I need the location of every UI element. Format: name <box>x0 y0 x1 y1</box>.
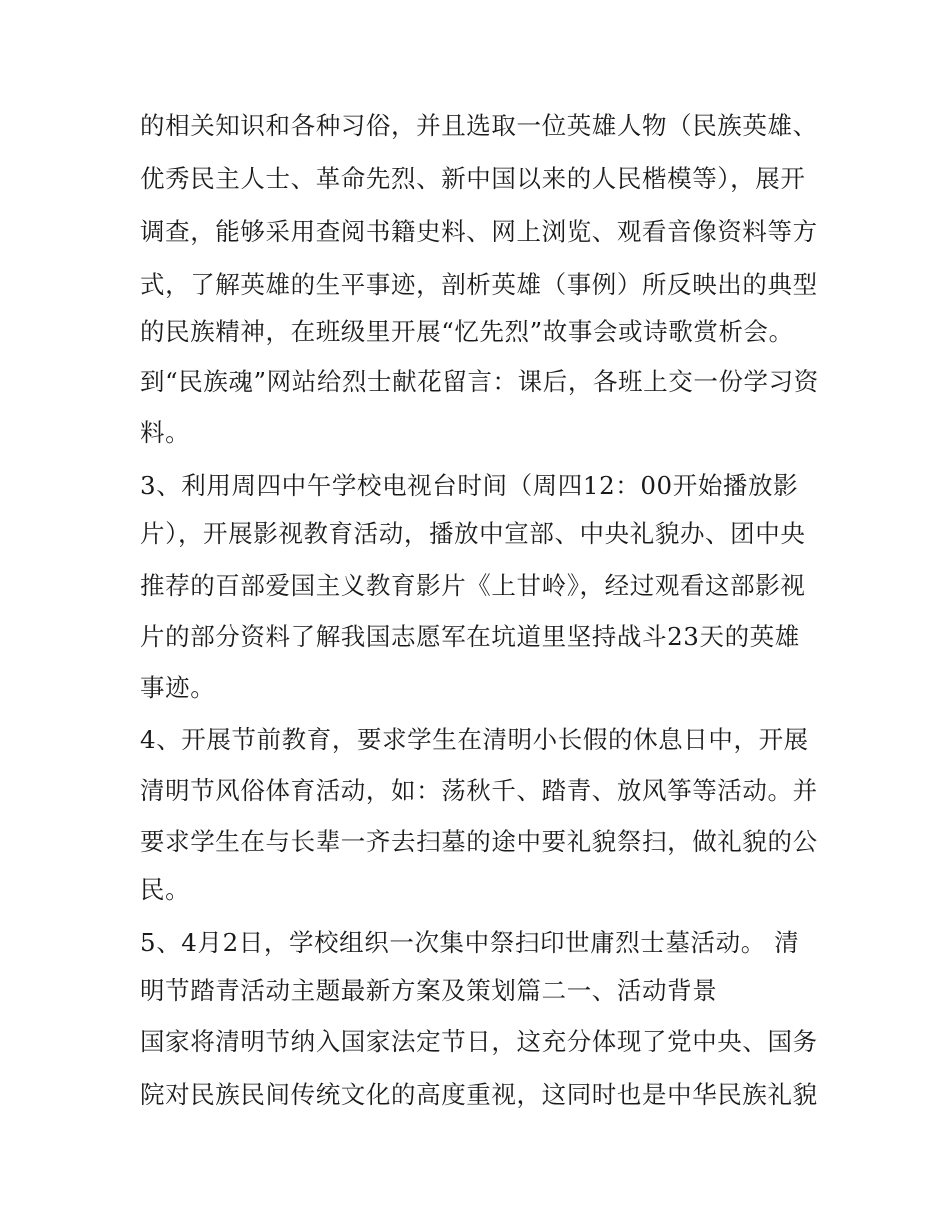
text-line: 院对民族民间传统文化的高度重视，这同时也是中华民族礼貌 <box>140 1080 818 1109</box>
text-line: 推荐的百部爱国主义教育影片《上甘岭》，经过观看这部影视 <box>140 571 806 600</box>
text-line: 的相关知识和各种习俗，并且选取一位英雄人物（民族英雄、 <box>140 111 818 140</box>
text-line: 4、开展节前教育，要求学生在清明小长假的休息日中，开展 <box>140 725 809 754</box>
text-line: 片），开展影视教育活动，播放中宣部、中央礼貌办、团中央 <box>140 519 806 548</box>
text-line: 的民族精神，在班级里开展“忆先烈”故事会或诗歌赏析会。 <box>140 317 794 346</box>
text-line: 事迹。 <box>140 673 216 702</box>
text-line: 国家将清明节纳入国家法定节日，这充分体现了党中央、国务 <box>140 1027 818 1056</box>
text-line: 优秀民主人士、革命先烈、新中国以来的人民楷模等），展开 <box>140 164 806 193</box>
text-line: 要求学生在与长辈一齐去扫墓的途中要礼貌祭扫，做礼貌的公 <box>140 827 818 856</box>
text-line: 到“民族魂”网站给烈士献花留言：课后，各班上交一份学习资 <box>140 367 819 396</box>
text-line: 片的部分资料了解我国志愿军在坑道里坚持战斗23天的英雄 <box>140 622 800 651</box>
text-line: 民。 <box>140 875 191 904</box>
text-line: 明节踏青活动主题最新方案及策划篇二一、活动背景 <box>140 976 718 1005</box>
text-line: 料。 <box>140 418 191 447</box>
text-line: 调查，能够采用查阅书籍史料、网上浏览、观看音像资料等方 <box>140 217 818 246</box>
text-line: 3、利用周四中午学校电视台时间（周四12：00开始播放影 <box>140 471 799 500</box>
text-line: 清明节风俗体育活动，如：荡秋千、踏青、放风筝等活动。并 <box>140 776 818 805</box>
text-line: 5、4月2日，学校组织一次集中祭扫印世庸烈士墓活动。 清 <box>140 928 800 957</box>
text-line: 式，了解英雄的生平事迹，剖析英雄（事例）所反映出的典型 <box>140 270 818 299</box>
